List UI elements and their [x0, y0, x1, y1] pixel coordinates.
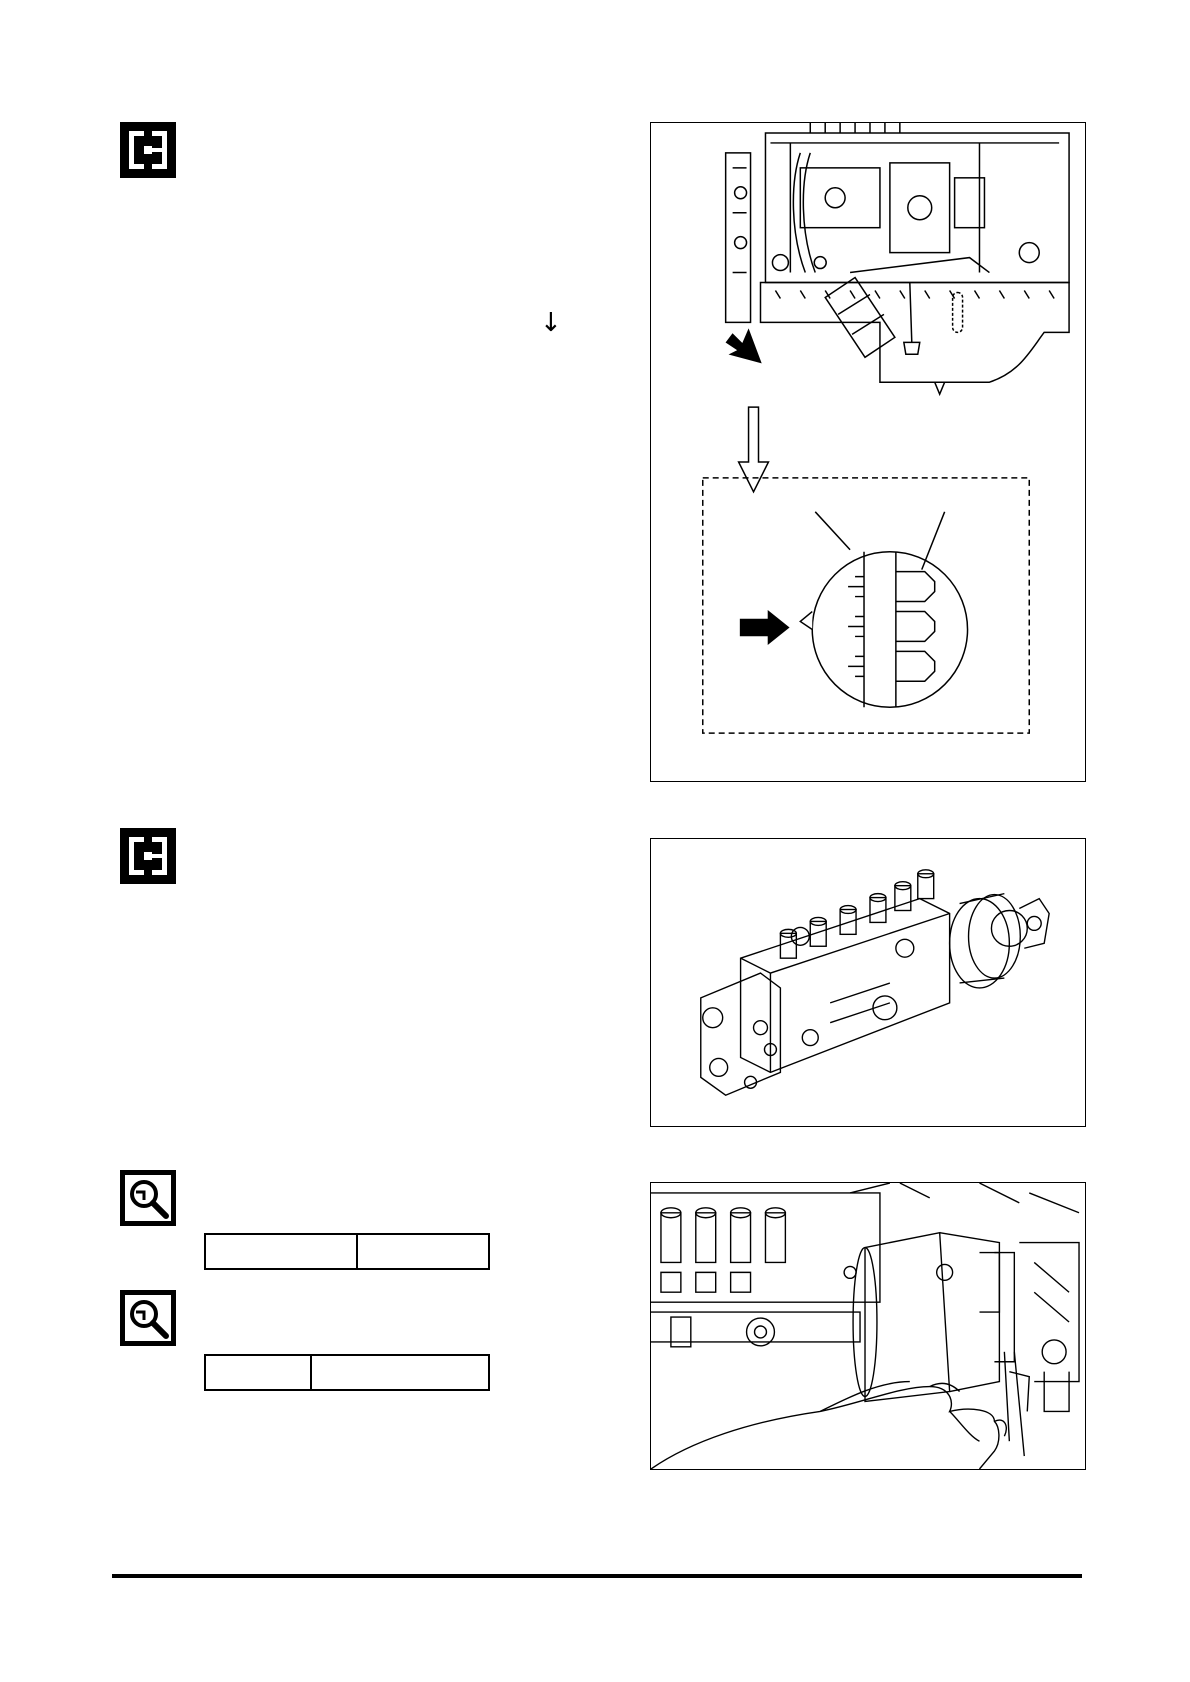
wrench-magnifier-icon: [120, 1170, 176, 1226]
table-cell: [205, 1355, 311, 1390]
figure-engine-oil-level: [650, 122, 1086, 782]
figure-injection-pump: [650, 838, 1086, 1127]
footer-rule: [112, 1574, 1082, 1578]
table-cell: [205, 1234, 357, 1269]
check-icon: [120, 122, 176, 178]
wrench-magnifier-icon: [120, 1290, 176, 1346]
table-cell: [357, 1234, 489, 1269]
down-arrow-glyph: ↓: [540, 308, 562, 338]
spec-table-1: [204, 1233, 490, 1270]
spec-table-2: [204, 1354, 490, 1391]
table-cell: [311, 1355, 489, 1390]
check-icon: [120, 828, 176, 884]
figure-pump-adjustment: [650, 1182, 1086, 1470]
